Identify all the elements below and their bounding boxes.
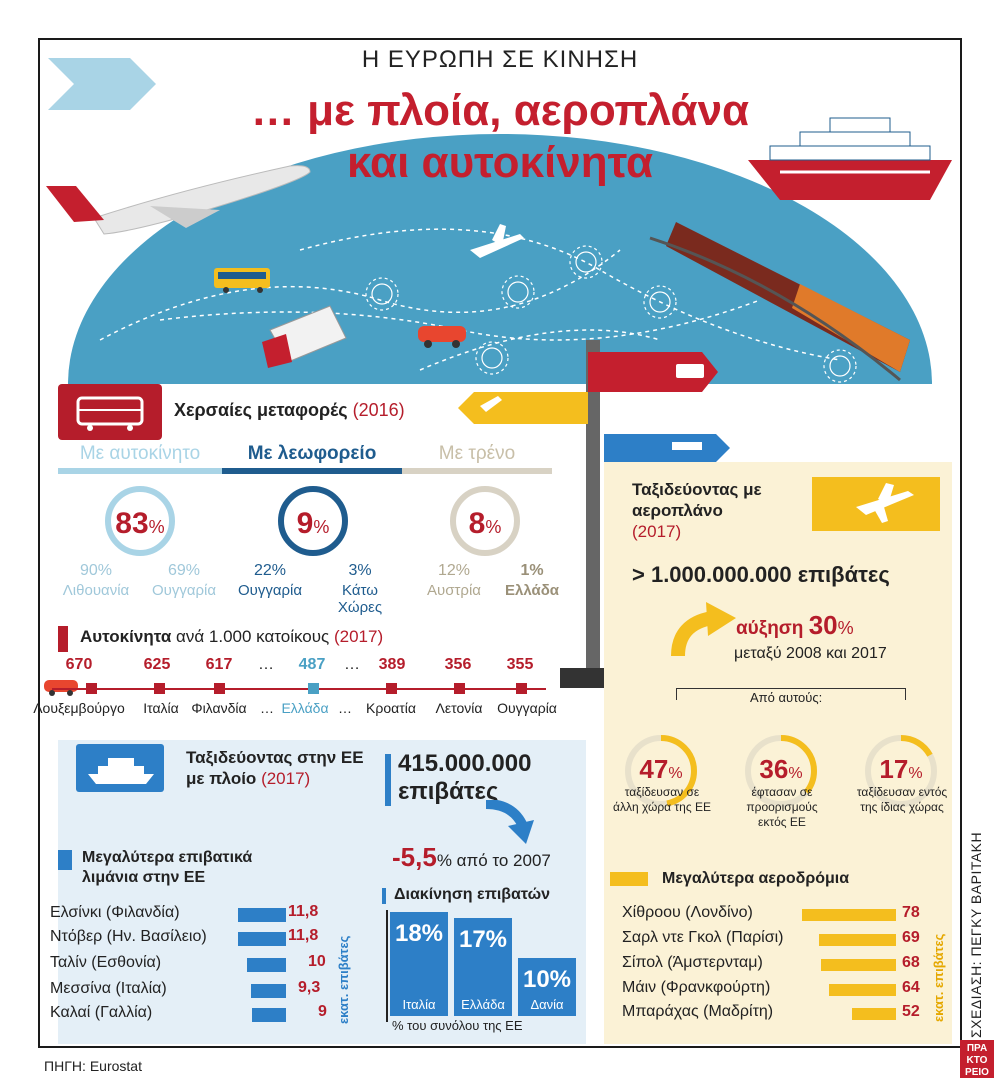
tab-bus-label: Με λεωφορείο xyxy=(247,443,377,464)
car-country: Φιλανδία xyxy=(191,700,247,716)
airport-bar xyxy=(802,909,896,921)
car-country: Ελλάδα xyxy=(281,700,329,716)
movement-country: Ιταλία xyxy=(402,997,436,1012)
logo xyxy=(960,1040,994,1078)
train-sub-2-value: 1% xyxy=(520,562,544,579)
airport-value: 78 xyxy=(902,904,920,921)
page-title-line2: και αυτοκίνητα xyxy=(346,138,654,187)
airports-title: Μεγαλύτερα αεροδρόμια xyxy=(662,870,850,887)
airport-name: Σίπολ (Άμστερνταμ) xyxy=(622,954,763,971)
car-marker xyxy=(308,683,319,694)
port-bar xyxy=(238,908,286,922)
port-value: 9,3 xyxy=(298,979,321,996)
car-sub-2-value: 69% xyxy=(167,562,201,579)
airport-name: Μάιν (Φρανκφούρτη) xyxy=(622,979,771,996)
ship-title-text: Ταξιδεύοντας στην ΕΕ με πλοίο xyxy=(186,748,364,788)
logo-line1: ΠΡΑ xyxy=(966,1043,988,1054)
car-marker xyxy=(154,683,165,694)
movement-note: % του συνόλου της ΕΕ xyxy=(392,1018,523,1033)
land-title xyxy=(174,400,405,421)
bus-sub-1-value: 22% xyxy=(253,562,287,579)
page-title: … με πλοία, αεροπλάνα xyxy=(250,86,750,135)
credit: ΣΧΕΔΙΑΣΗ: ΠΕΓΚΥ ΒΑΡΙΤΑΚΗ xyxy=(968,831,984,1038)
car-share-pct: % xyxy=(148,517,165,537)
airport-bar xyxy=(852,1008,896,1020)
car-value: … xyxy=(344,656,360,673)
ship-title xyxy=(186,747,366,789)
air-title-line1: Ταξιδεύοντας με xyxy=(632,480,762,499)
air-year: (2017) xyxy=(632,522,682,541)
car-sub-1-label: Λιθουανία xyxy=(62,582,130,599)
car-marker xyxy=(516,683,527,694)
movement-country: Δανία xyxy=(530,996,564,1012)
ports-marker xyxy=(58,850,72,870)
kicker: Η ΕΥΡΩΠΗ ΣΕ ΚΙΝΗΣΗ xyxy=(361,46,639,73)
train-sub-1-value: 12% xyxy=(437,562,471,579)
car-value: 670 xyxy=(65,656,93,673)
movement-value: 17% xyxy=(458,925,508,953)
cars-marker xyxy=(58,626,68,652)
airport-name: Μπαράχας (Μαδρίτη) xyxy=(622,1003,774,1020)
car-marker xyxy=(214,683,225,694)
movement-bar xyxy=(518,958,576,1016)
car-value: 487 xyxy=(298,656,326,673)
train-share-pct: % xyxy=(485,517,502,537)
air-title-line2: αεροπλάνο xyxy=(632,501,723,520)
tab-train-label: Με τρένο xyxy=(438,443,516,464)
air-title xyxy=(632,479,762,542)
train-share-ring xyxy=(450,486,520,556)
air-passengers: > 1.000.000.000 επιβάτες xyxy=(632,562,890,587)
ship-icon xyxy=(76,744,164,792)
train-sub-2-label: Ελλάδα xyxy=(504,582,560,599)
car-value: 356 xyxy=(444,656,472,673)
car-share-ring xyxy=(105,486,175,556)
source: ΠΗΓΗ: Eurostat xyxy=(44,1058,142,1074)
bus-share-ring xyxy=(278,486,348,556)
cars-title xyxy=(80,627,383,647)
ship-change-rest: % από το 2007 xyxy=(436,851,551,870)
car-marker xyxy=(454,683,465,694)
land-year: (2016) xyxy=(352,400,405,420)
airport-value: 69 xyxy=(902,929,920,946)
logo-line2: ΚΤΟ xyxy=(966,1055,988,1066)
car-country: … xyxy=(338,700,352,716)
movement-bar xyxy=(390,912,448,1016)
signpost-plane xyxy=(458,392,588,424)
ports-title xyxy=(82,848,252,888)
car-marker xyxy=(386,683,397,694)
land-title-text: Χερσαίες μεταφορές xyxy=(174,400,348,420)
bus-sub-2 xyxy=(318,562,402,616)
airport-name: Χίθροου (Λονδίνο) xyxy=(622,904,753,921)
port-name: Καλαί (Γαλλία) xyxy=(50,1004,153,1021)
cars-timeline xyxy=(52,688,546,690)
air-share-value: 17 xyxy=(879,754,909,784)
airport-value: 64 xyxy=(902,979,920,996)
car-value: … xyxy=(258,656,274,673)
port-name: Μεσσίνα (Ιταλία) xyxy=(50,980,167,997)
air-share-caption: ταξίδευσαν εντός της ίδιας χώρας xyxy=(856,785,948,814)
train-sub-1 xyxy=(412,562,496,599)
bus-icon-white xyxy=(58,384,162,440)
car-value: 617 xyxy=(205,656,233,673)
airport-bar xyxy=(821,959,896,971)
port-bar xyxy=(251,984,287,998)
train-sub-1-label: Αυστρία xyxy=(427,582,481,599)
ship-passengers-word: επιβάτες xyxy=(398,778,499,805)
ports-title-line1: Μεγαλύτερα επιβατικά xyxy=(82,849,253,866)
car-sub-2 xyxy=(142,562,226,599)
movement-value: 10% xyxy=(522,966,572,994)
air-between: μεταξύ 2008 και 2017 xyxy=(734,645,887,662)
air-share-pct: % xyxy=(788,765,803,782)
car-country: Κροατία xyxy=(366,700,416,716)
bus-sub-2-value: 3% xyxy=(348,562,372,579)
car-share-value: 83 xyxy=(115,507,149,540)
airport-value: 68 xyxy=(902,954,920,971)
air-share-pct: % xyxy=(668,765,683,782)
air-share-caption: έφτασαν σε προορισμούς εκτός ΕΕ xyxy=(746,785,818,829)
port-value: 11,8 xyxy=(288,903,319,920)
ship-year: (2017) xyxy=(261,769,311,788)
port-value: 10 xyxy=(308,953,326,970)
port-bar xyxy=(247,958,286,972)
ship-passengers-number: 415.000.000 xyxy=(398,750,532,777)
tab-car-label: Με αυτοκίνητο xyxy=(79,443,201,464)
air-share-value: 47 xyxy=(639,754,669,784)
ship-accent-bar xyxy=(385,754,391,806)
airport-name: Σαρλ ντε Γκολ (Παρίσι) xyxy=(622,929,784,946)
train-sub-2 xyxy=(490,562,574,599)
ship-change-value: -5,5 xyxy=(392,842,437,872)
air-growth-pct: % xyxy=(837,618,854,638)
signpost-ship xyxy=(604,434,730,462)
port-bar xyxy=(252,1008,286,1022)
airports-marker xyxy=(610,872,648,886)
ship-passengers xyxy=(398,750,531,806)
port-value: 11,8 xyxy=(288,927,319,944)
port-bar xyxy=(238,932,286,946)
car-country: Ιταλία xyxy=(143,700,179,716)
car-sub-1-value: 90% xyxy=(79,562,113,579)
air-share-caption: ταξίδευσαν σε άλλη χώρα της ΕΕ xyxy=(613,785,711,814)
ports-unit: εκατ. επιβάτες xyxy=(336,935,351,1024)
cars-title-bold: Αυτοκίνητα xyxy=(80,627,172,646)
movement-title: Διακίνηση επιβατών xyxy=(394,886,550,903)
air-growth-word: αύξηση xyxy=(736,618,804,639)
tab-car xyxy=(58,440,222,474)
port-name: Ελσίνκι (Φιλανδία) xyxy=(50,904,180,921)
train-share-value: 8 xyxy=(468,507,486,540)
car-value: 389 xyxy=(378,656,406,673)
bus-share-pct: % xyxy=(313,517,330,537)
cars-year: (2017) xyxy=(333,627,384,646)
car-value: 355 xyxy=(506,656,534,673)
down-arrow-icon xyxy=(482,800,542,846)
port-value: 9 xyxy=(318,1003,327,1020)
car-value: 625 xyxy=(143,656,171,673)
bus-share-value: 9 xyxy=(296,507,314,540)
ship-change xyxy=(392,842,551,873)
movement-value: 18% xyxy=(394,920,444,947)
car-country: Λουξεμβούργο xyxy=(33,700,125,716)
air-growth xyxy=(736,610,854,641)
port-name: Ταλίν (Εσθονία) xyxy=(50,954,162,971)
car-sub-1 xyxy=(54,562,138,599)
logo-line3: ΡΕΙΟ xyxy=(965,1067,989,1078)
cars-title-rest: ανά 1.000 κατοίκους xyxy=(176,627,330,646)
air-share-value: 36 xyxy=(759,754,789,784)
movement-marker xyxy=(382,888,386,904)
movement-bar xyxy=(454,918,512,1016)
airports-unit: εκατ. επιβάτες xyxy=(931,933,946,1022)
air-share-pct: % xyxy=(908,765,923,782)
airport-value: 52 xyxy=(902,1003,920,1020)
car-country: Λετονία xyxy=(435,700,483,716)
up-arrow-icon xyxy=(668,600,738,660)
airport-bar xyxy=(819,934,896,946)
airplane-white-icon xyxy=(812,477,940,531)
car-country: Ουγγαρία xyxy=(497,700,557,716)
movement-country: Ελλάδα xyxy=(461,996,505,1012)
ports-title-line2: λιμάνια στην ΕΕ xyxy=(82,869,206,886)
airport-bar xyxy=(829,984,896,996)
bus-sub-2-label: Κάτω Χώρες xyxy=(337,582,383,616)
car-country: … xyxy=(260,700,274,716)
bus-sub-1 xyxy=(228,562,312,599)
car-marker xyxy=(86,683,97,694)
tab-train xyxy=(402,440,552,474)
bus-sub-1-label: Ουγγαρία xyxy=(237,582,303,599)
air-growth-value: 30 xyxy=(808,610,838,640)
car-sub-2-label: Ουγγαρία xyxy=(151,582,217,599)
movement-axis xyxy=(386,910,388,1022)
of-these: Από αυτούς: xyxy=(746,690,826,705)
tab-bus xyxy=(222,440,402,474)
port-name: Ντόβερ (Ην. Βασίλειο) xyxy=(50,928,207,945)
